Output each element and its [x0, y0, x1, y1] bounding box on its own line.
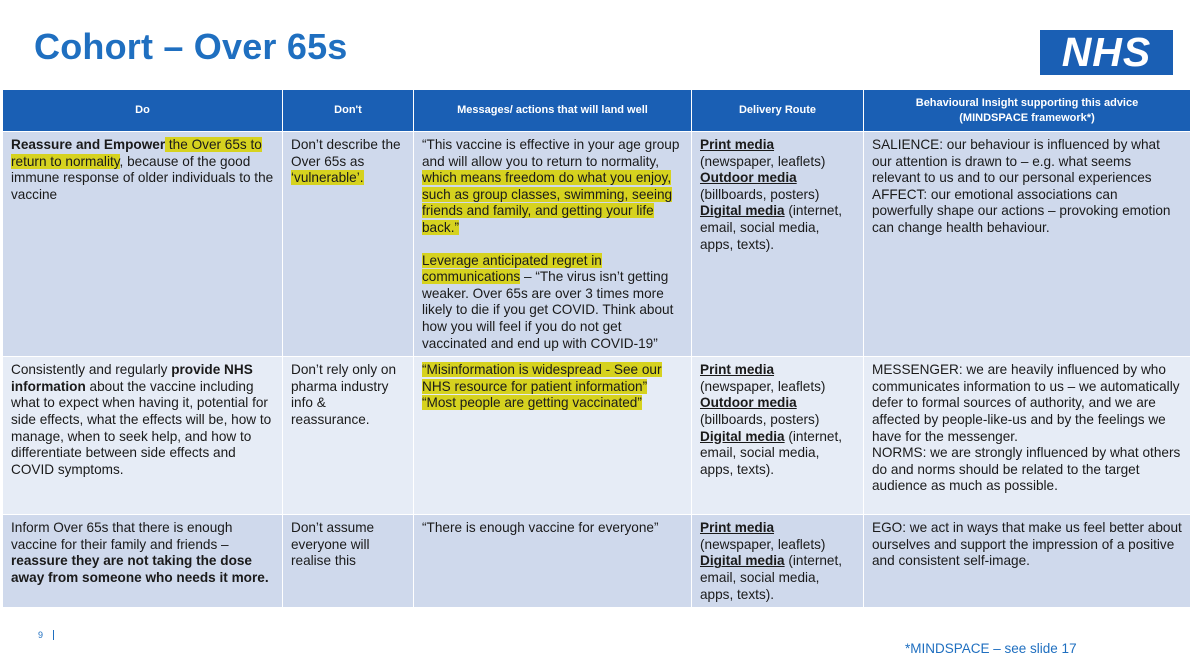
do-bold: reassure they are not taking the dose away from someone who needs it more. [11, 553, 269, 585]
guidance-table [2, 89, 1191, 608]
outdoor-media-detail: (billboards, posters) [700, 411, 820, 427]
digital-media-label: Digital media [700, 203, 785, 219]
outdoor-media-label: Outdoor media [700, 170, 797, 186]
dont-text: Don’t describe the Over 65s as [291, 137, 401, 169]
header-insight-line2: (MINDSPACE framework*) [959, 111, 1095, 124]
message-paragraph [422, 253, 683, 353]
table-header-row [3, 90, 1191, 132]
header-messages: Messages/ actions that will land well [414, 90, 692, 132]
message-highlight: “Misinformation is widespread - See our NHS resource for patient information” [422, 362, 662, 394]
slide-title: Cohort – Over 65s [34, 26, 348, 67]
table-row [3, 357, 1191, 515]
table-row [3, 515, 1191, 608]
insight-ego: EGO: we act in ways that make us feel better about ourselves and support the impression of a positive and consistent self-image. [872, 520, 1182, 569]
header-insight-line1: Behavioural Insight supporting this advice [915, 96, 1139, 109]
cell-dont [283, 132, 414, 357]
digital-media-detail: (internet, email, social media, apps, texts). [700, 203, 843, 252]
cell-insight [864, 357, 1191, 515]
insight-norms: NORMS: we are strongly influenced by what others do and norms should be related to the target audience as much as possible. [872, 445, 1181, 494]
header-delivery: Delivery Route [692, 90, 864, 132]
do-text: , because of the good immune response of older individuals to the vaccine [11, 153, 274, 202]
outdoor-media-detail: (billboards, posters) [700, 186, 820, 202]
cell-do [3, 515, 283, 608]
message-text: “This vaccine is effective in your age group and will allow you to return to normality, [422, 137, 680, 169]
message-highlight: Leverage anticipated regret in communications [422, 252, 602, 285]
do-text: Consistently and regularly [11, 362, 172, 378]
do-text: Inform Over 65s that there is enough vaccine for their family and friends – [11, 520, 233, 552]
cell-do [3, 132, 283, 357]
outdoor-media-label: Outdoor media [700, 395, 797, 411]
dont-text: Don’t rely only on pharma industry info & reassurance. [291, 362, 397, 427]
header-do: Do [3, 90, 283, 132]
print-media-label: Print media [700, 137, 775, 152]
print-media-detail: (newspaper, leaflets) [700, 153, 826, 169]
digital-media-detail: (internet, email, social media, apps, texts). [700, 428, 843, 477]
insight-affect: AFFECT: our emotional associations can powerfully shape our actions – provoking emotion can change health behaviour. [872, 186, 1171, 235]
dont-text: Don’t assume everyone will realise this [291, 520, 375, 569]
print-media-detail: (newspaper, leaflets) [700, 536, 826, 552]
cell-dont [283, 515, 414, 608]
do-bold: Reassure and Empower [11, 137, 166, 152]
print-media-label: Print media [700, 362, 775, 378]
header-insight [864, 90, 1191, 132]
page-number: 9 [38, 630, 44, 640]
message-paragraph [422, 137, 683, 237]
insight-salience: SALIENCE: our behaviour is influenced by what our attention is drawn to – e.g. what seems relevant to us and to our personal experiences [872, 137, 1160, 186]
dont-highlight: ‘vulnerable’. [291, 170, 364, 186]
cell-messages [414, 515, 692, 608]
cell-messages [414, 132, 692, 357]
header-dont: Don't [283, 90, 414, 132]
footnote: *MINDSPACE – see slide 17 [905, 641, 1077, 656]
cell-delivery [692, 515, 864, 608]
message-highlight: which means freedom do what you enjoy, such as group classes, swimming, seeing friends and family, and getting your life back.” [422, 170, 673, 235]
cell-delivery [692, 132, 864, 357]
do-text: about the vaccine including what to expect when having it, potential for side effects, what the effects will be, how to manage, when to seek help, and how to differentiate between side effects and COVID symptoms. [11, 378, 272, 477]
do-highlight: the Over 65s to return to normality [11, 137, 262, 169]
cell-insight [864, 132, 1191, 357]
do-bold: provide NHS information [11, 362, 253, 394]
cell-delivery [692, 357, 864, 515]
page-number-divider [53, 630, 54, 640]
cell-do [3, 357, 283, 515]
digital-media-detail: (internet, email, social media, apps, texts). [700, 553, 843, 602]
cell-messages [414, 357, 692, 515]
print-media-label: Print media [700, 520, 775, 536]
table-row [3, 132, 1191, 357]
print-media-detail: (newspaper, leaflets) [700, 378, 826, 394]
message-text: “There is enough vaccine for everyone” [422, 520, 659, 536]
cell-insight [864, 515, 1191, 608]
insight-messenger: MESSENGER: we are heavily influenced by who communicates information to us – we automatically defer to formal sources of authority, and we are affected by people-like-us and by the feelings we have for the messenger. [872, 362, 1180, 444]
digital-media-label: Digital media [700, 428, 785, 444]
message-text: – “The virus isn’t getting weaker. Over 65s are over 3 times more likely to die if you get COVID. Think about how you will feel if you do not get vaccinated and end up with COVID-19” [422, 269, 674, 351]
cell-dont [283, 357, 414, 515]
message-highlight: “Most people are getting vaccinated” [422, 395, 642, 411]
nhs-logo: NHS [1040, 30, 1173, 75]
digital-media-label: Digital media [700, 553, 785, 569]
